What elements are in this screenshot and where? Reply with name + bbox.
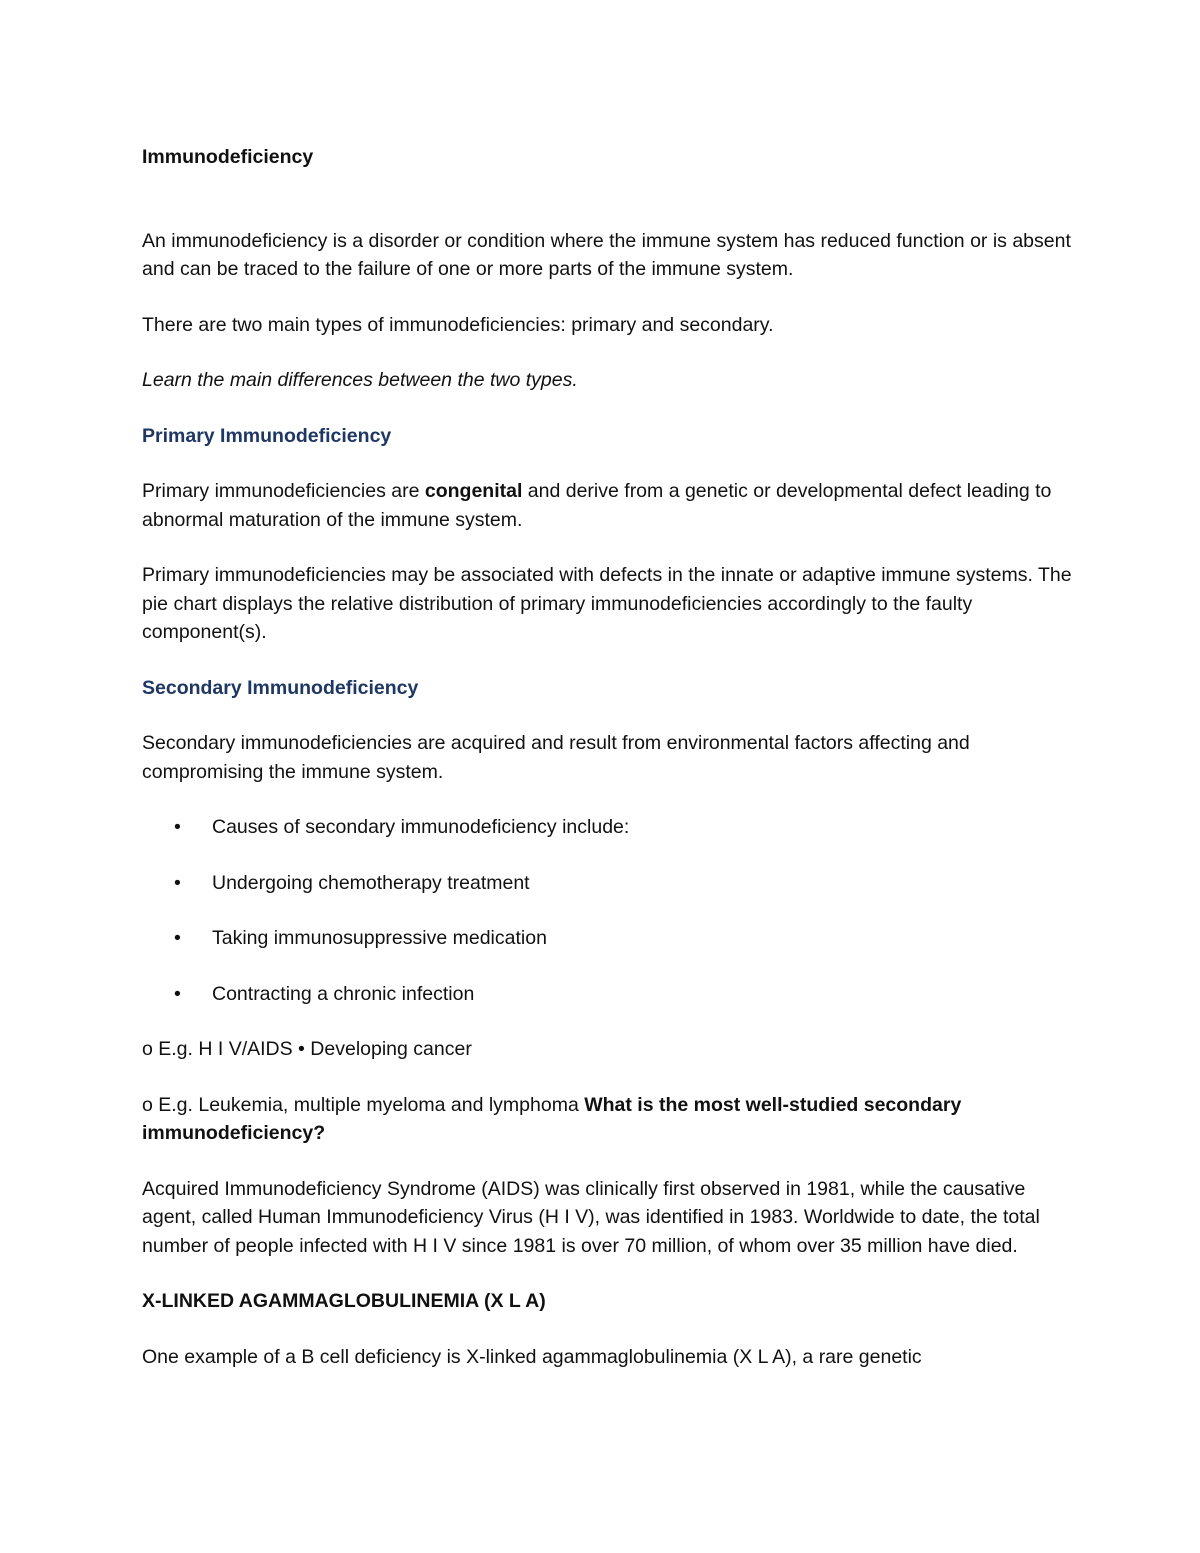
example-line-2-question: What is the most well-studied secondary immunodeficiency? xyxy=(142,1093,962,1144)
xla-paragraph: One example of a B cell deficiency is X-linked agammaglobulinemia (X L A), a rare genetic xyxy=(142,1345,922,1368)
list-item xyxy=(142,869,1072,898)
intro-paragraph: An immunodeficiency is a disorder or condition where the immune system has reduced function or is absent and can be traced to the failure of one or more parts of the immune system. xyxy=(142,229,1071,280)
example-line-1: o E.g. H I V/AIDS • Developing cancer xyxy=(142,1038,472,1060)
types-paragraph: There are two main types of immunodeficiencies: primary and secondary. xyxy=(142,313,774,336)
list-item xyxy=(142,924,1072,953)
aids-paragraph: Acquired Immunodeficiency Syndrome (AIDS) was clinically first observed in 1981, while the causative agent, called Human Immunodeficiency Virus (H I V), was identified in 1983. Worldwide to date, the total number of people infected with H I V since 1981 is over 70 million, of whom over 35 million have died. xyxy=(142,1177,1040,1257)
example-line-2-text: o E.g. Leukemia, multiple myeloma and lymphoma xyxy=(142,1093,585,1116)
bullet-icon: • xyxy=(174,982,181,1005)
document-title: Immunodeficiency xyxy=(142,146,314,168)
list-item xyxy=(142,980,1072,1009)
bullet-icon: • xyxy=(174,927,181,949)
secondary-paragraph-1: Secondary immunodeficiencies are acquired and result from environmental factors affecting and compromising the immune system. xyxy=(142,732,970,783)
list-item-text: Undergoing chemotherapy treatment xyxy=(212,871,530,894)
primary-p1-bold: congenital xyxy=(424,480,523,502)
learn-line: Learn the main differences between the two types. xyxy=(142,369,578,391)
primary-heading: Primary Immunodeficiency xyxy=(142,424,392,447)
list-item-text: Taking immunosuppressive medication xyxy=(212,927,547,949)
list-item xyxy=(142,813,1072,842)
secondary-heading: Secondary Immunodeficiency xyxy=(142,676,419,699)
primary-paragraph-1 xyxy=(142,477,1072,534)
primary-paragraph-2: Primary immunodeficiencies may be associated with defects in the innate or adaptive immune systems. The pie chart displays the relative distribution of primary immunodeficiencies accordingly to the faulty component(s). xyxy=(142,564,1072,643)
primary-p1-text-before: Primary immunodeficiencies are xyxy=(142,480,425,502)
primary-p1-text-after: and derive from a genetic or developmental defect leading to abnormal maturation of the immune system. xyxy=(142,480,1052,531)
list-item-text: Causes of secondary immunodeficiency include: xyxy=(212,816,630,838)
document-page xyxy=(142,143,1072,1371)
secondary-causes-list xyxy=(142,813,1072,1008)
list-item-text: Contracting a chronic infection xyxy=(212,982,475,1005)
xla-heading: X-LINKED AGAMMAGLOBULINEMIA (X L A) xyxy=(142,1290,546,1312)
bullet-icon: • xyxy=(174,816,181,838)
example-line-2 xyxy=(142,1091,1072,1148)
bullet-icon: • xyxy=(174,871,181,894)
